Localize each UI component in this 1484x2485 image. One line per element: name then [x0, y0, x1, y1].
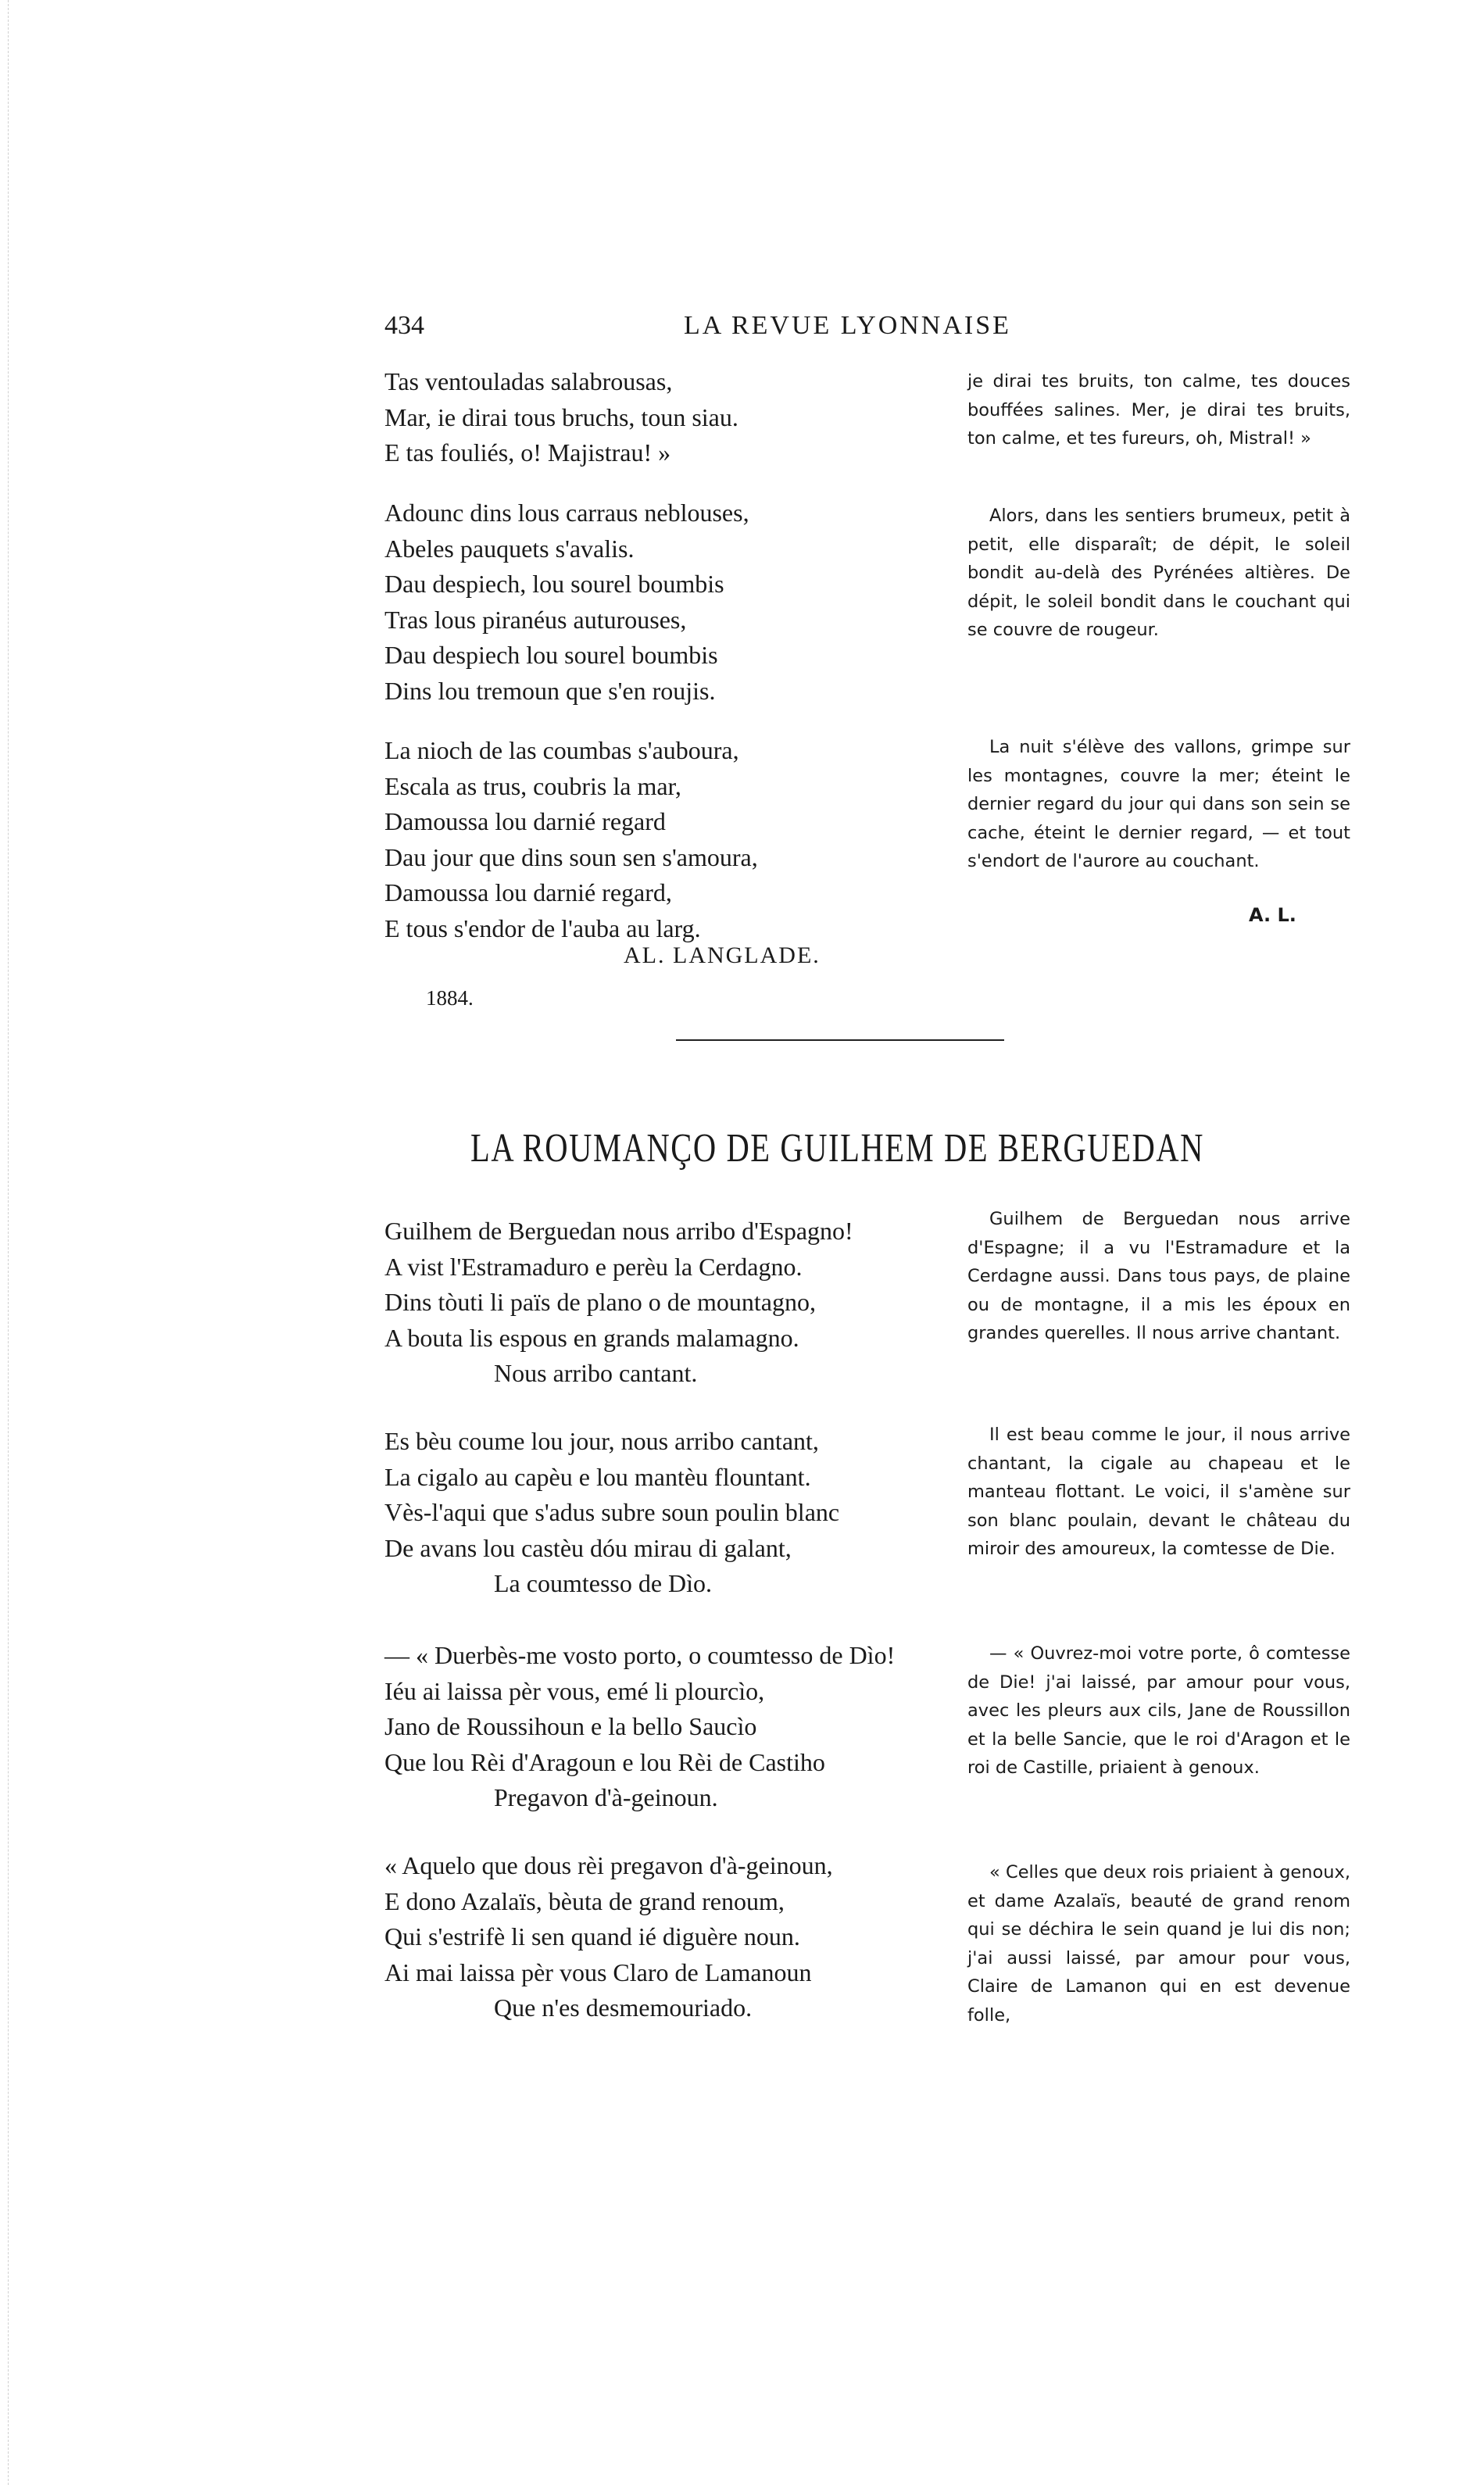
verse-line: Vès-l'aqui que s'adus subre soun poulin blanc: [384, 1498, 840, 1526]
verse-line: Dau despiech, lou sourel boumbis: [384, 570, 724, 598]
translation2-paragraph-3: — « Ouvrez-moi votre porte, ô comtesse de Die! j'ai laissé, par amour pour vous, avec les pleurs aux cils, Jane de Roussillon et la belle Sancie, que le roi d'Aragon et le roi de Castille, priaient à genoux.: [967, 1643, 1350, 1778]
verse-refrain: Que n'es desmemouriado.: [494, 1993, 753, 2022]
verse-refrain: Pregavon d'à-geinoun.: [494, 1783, 718, 1811]
poem1-stanza-3: [384, 733, 994, 946]
verse-line: Abeles pauquets s'avalis.: [384, 534, 635, 563]
verse-line: E tous s'endor de l'auba au larg.: [384, 914, 701, 942]
verse-line: Damoussa lou darnié regard,: [384, 878, 672, 906]
translation1-paragraph-3: La nuit s'élève des vallons, grimpe sur les montagnes, couvre la mer; éteint le dernier regard du jour qui dans son sein se cache, éteint le dernier regard, — et tout s'endort de l'aurore au couchant.: [967, 737, 1350, 871]
verse-refrain: La coumtesso de Dìo.: [494, 1569, 713, 1597]
translation2-paragraph-2: Il est beau comme le jour, il nous arrive chantant, la cigale au chapeau et le manteau flottant. Le voici, il s'amène sur son blanc poulain, devant le château du miroir des amoureux, la comtesse de Die.: [967, 1425, 1350, 1559]
verse-refrain: Nous arribo cantant.: [494, 1359, 698, 1387]
poem-year: 1884.: [426, 986, 474, 1010]
verse-line: A bouta lis espous en grands malamagno.: [384, 1323, 799, 1352]
verse-line: La cigalo au capèu e lou mantèu flountant.: [384, 1462, 811, 1491]
verse-line: Damoussa lou darnié regard: [384, 807, 666, 835]
poem1-stanza-2: [384, 495, 994, 709]
verse-line: « Aquelo que dous rèi pregavon d'à-geinoun,: [384, 1851, 833, 1879]
poem2-stanza-1: [384, 1214, 994, 1392]
section-title: LA ROUMANÇO DE GUILHEM DE BERGUEDAN: [470, 1126, 1204, 1171]
translation2-paragraph-1: Guilhem de Berguedan nous arrive d'Espagne; il a vu l'Estramadure et la Cerdagne aussi. Dans tous pays, de plaine ou de montagne, il a mis les époux en grandes querelles. Il nous arrive chantant.: [967, 1209, 1350, 1343]
verse-line: Tras lous piranéus auturouses,: [384, 605, 687, 634]
verse-line: Qui s'estrifè li sen quand ié diguère noun.: [384, 1922, 800, 1950]
verse-line: Guilhem de Berguedan nous arribo d'Espagno!: [384, 1217, 853, 1245]
verse-line: Ai mai laissa pèr vous Claro de Lamanoun: [384, 1958, 812, 1986]
poem2-stanza-3: [384, 1638, 994, 1816]
verse-line: Dins tòuti li païs de plano o de mountagno,: [384, 1288, 816, 1316]
poem2-stanza-4: [384, 1848, 994, 2026]
poem1-stanza-1: [384, 364, 994, 471]
poem2-stanza-2: [384, 1424, 994, 1602]
verse-line: Tas ventouladas salabrousas,: [384, 367, 673, 395]
verse-line: Dau jour que dins soun sen s'amoura,: [384, 842, 758, 871]
verse-line: La nioch de las coumbas s'auboura,: [384, 736, 739, 764]
translation1-paragraph-1: je dirai tes bruits, ton calme, tes douces bouffées salines. Mer, je dirai tes bruits, ton calme, et tes fureurs, oh, Mistral! »: [967, 371, 1350, 449]
verse-line: Jano de Roussihoun e la bello Saucìo: [384, 1712, 757, 1740]
scan-edge: [0, 0, 9, 2485]
verse-line: Escala as trus, coubris la mar,: [384, 771, 681, 800]
verse-line: Mar, ie dirai tous bruchs, toun siau.: [384, 402, 738, 431]
translator-initials: A. L.: [1249, 904, 1296, 926]
verse-line: A vist l'Estramaduro e perèu la Cerdagno.: [384, 1252, 803, 1281]
section-divider: [676, 1039, 1004, 1041]
translation1-paragraph-2: Alors, dans les sentiers brumeux, petit à petit, elle disparaît; de dépit, le soleil bondit au-delà des Pyrénées altières. De dépit, le soleil bondit dans le couchant qui se couvre de rougeur.: [967, 506, 1350, 640]
translation2-paragraph-4: « Celles que deux rois priaient à genoux, et dame Azalaïs, beauté de grand renom qui se déchira le sein quand je lui dis non; j'ai aussi laissé, par amour pour vous, Claire de Lamanon qui en est devenue folle,: [967, 1862, 1350, 2026]
verse-line: E dono Azalaïs, bèuta de grand renoum,: [384, 1886, 785, 1915]
verse-line: — « Duerbès-me vosto porto, o coumtesso de Dìo!: [384, 1641, 896, 1669]
poem-signature: AL. LANGLADE.: [624, 942, 821, 968]
page-number: 434: [384, 311, 424, 340]
verse-line: Que lou Rèi d'Aragoun e lou Rèi de Castiho: [384, 1747, 825, 1776]
verse-line: Iéu ai laissa pèr vous, emé li plourcìo,: [384, 1676, 765, 1705]
verse-line: De avans lou castèu dóu mirau di galant,: [384, 1533, 792, 1562]
verse-line: Adounc dins lous carraus neblouses,: [384, 499, 749, 527]
verse-line: Es bèu coume lou jour, nous arribo cantant,: [384, 1427, 819, 1455]
verse-line: Dau despiech lou sourel boumbis: [384, 641, 718, 669]
verse-line: E tas fouliés, o! Majistrau! »: [384, 438, 671, 467]
verse-line: Dins lou tremoun que s'en roujis.: [384, 676, 716, 705]
running-head: LA REVUE LYONNAISE: [684, 311, 1011, 340]
